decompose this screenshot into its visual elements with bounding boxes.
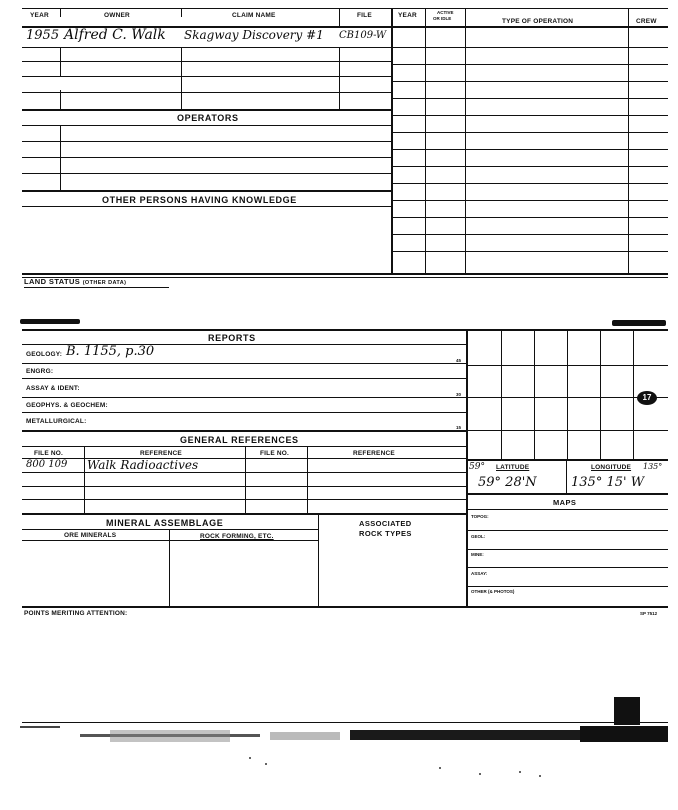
claim-owner-value: Alfred C. Walk xyxy=(64,27,166,43)
latitude-label: LATITUDE xyxy=(496,464,530,471)
scan-artifact-block xyxy=(614,697,640,725)
gen-ref-row-line xyxy=(22,486,467,487)
row-line xyxy=(22,206,391,207)
header-divider xyxy=(60,8,61,17)
header-file: FILE xyxy=(357,12,372,19)
gen-ref-divider xyxy=(307,446,308,513)
maps-assay: ASSAY: xyxy=(471,571,488,576)
gen-ref-row-line xyxy=(22,499,467,500)
scan-noise xyxy=(20,724,670,784)
row-line xyxy=(22,125,391,126)
gen-ref-col-file-no-2: FILE NO. xyxy=(260,450,290,457)
scale-45: 45 xyxy=(456,358,462,363)
mineral-subheader-line xyxy=(22,540,318,541)
scale-30: 30 xyxy=(456,392,462,397)
maps-other: OTHER (& PHOTOS) xyxy=(471,589,515,594)
maps-row-line xyxy=(466,567,668,568)
grid-line xyxy=(600,329,601,459)
grid-bottom-line xyxy=(466,459,668,461)
grid-line xyxy=(501,329,502,459)
other-persons-top-line xyxy=(22,190,391,192)
row-line xyxy=(22,76,391,77)
mineral-divider xyxy=(318,513,319,607)
gen-ref-divider xyxy=(245,446,246,513)
header-type-of-operation: TYPE OF OPERATION xyxy=(502,18,574,25)
maps-mine: MINE: xyxy=(471,552,484,557)
claim-year-value: 1955 xyxy=(26,28,60,43)
other-persons-label: OTHER PERSONS HAVING KNOWLEDGE xyxy=(102,195,297,205)
scan-artifact-line xyxy=(22,722,668,723)
activity-row-line xyxy=(391,115,668,116)
mineral-divider xyxy=(169,529,170,607)
activity-row-line xyxy=(391,234,668,235)
grid-marker-17: 17 xyxy=(637,391,657,405)
activity-row-line xyxy=(391,200,668,201)
scan-smear xyxy=(612,320,666,326)
activity-row-line xyxy=(391,149,668,150)
land-status-underline xyxy=(24,287,169,288)
row-line xyxy=(22,173,391,174)
row-line xyxy=(22,141,391,142)
header-or-idle: OR IDLE xyxy=(433,16,452,21)
grid-line xyxy=(633,329,634,459)
reports-bottom-line xyxy=(22,430,467,432)
grid-line xyxy=(534,329,535,459)
lon-suffix: 135° xyxy=(643,462,663,471)
scan-smear xyxy=(20,319,80,324)
header-year: YEAR xyxy=(30,12,49,19)
geophys-label: GEOPHYS. & GEOCHEM: xyxy=(26,402,108,409)
maps-topog: TOPOG: xyxy=(471,514,489,519)
header-divider xyxy=(181,8,182,17)
activity-row-line xyxy=(391,64,668,65)
operators-label: OPERATORS xyxy=(177,113,239,123)
mineral-assemblage-title: MINERAL ASSEMBLAGE xyxy=(106,518,224,528)
claim-file-value: CB109-W xyxy=(339,30,387,41)
activity-row-line xyxy=(391,47,668,48)
middle-bottom-line xyxy=(22,606,668,608)
operators-top-line xyxy=(22,109,391,111)
row-divider xyxy=(181,47,182,109)
activity-row-line xyxy=(391,166,668,167)
grid-line xyxy=(567,329,568,459)
metallurgical-label: METALLURGICAL: xyxy=(26,418,87,425)
geology-label: GEOLOGY: xyxy=(26,351,63,358)
row-line xyxy=(22,92,391,93)
header-top-line xyxy=(22,8,668,9)
gen-ref-row-line xyxy=(22,472,467,473)
row-divider xyxy=(60,90,61,109)
reports-row-line xyxy=(22,378,467,379)
associated-label: ASSOCIATED xyxy=(359,519,412,528)
activity-row-line xyxy=(391,183,668,184)
header-year-2: YEAR xyxy=(398,12,417,19)
gen-ref-col-reference: REFERENCE xyxy=(140,450,182,457)
claim-name-value: Skagway Discovery #1 xyxy=(184,28,324,42)
longitude-value: 135° 15' W xyxy=(571,475,645,490)
gen-ref-reference-value: Walk Radioactives xyxy=(87,458,199,472)
header-active: ACTIVE xyxy=(437,10,454,15)
assay-ident-label: ASSAY & IDENT: xyxy=(26,385,80,392)
activity-row-line xyxy=(391,81,668,82)
longitude-label: LONGITUDE xyxy=(591,464,632,471)
rock-forming-label: ROCK FORMING, ETC. xyxy=(200,533,274,540)
header-claim-name: CLAIM NAME xyxy=(232,12,276,19)
general-references-title: GENERAL REFERENCES xyxy=(180,435,299,445)
header-crew: CREW xyxy=(636,18,657,25)
activity-row-line xyxy=(391,98,668,99)
mineral-header-line xyxy=(22,529,318,530)
scale-15: 15 xyxy=(456,425,462,430)
gen-ref-file-no-value: 800 109 xyxy=(26,459,68,470)
row-line xyxy=(22,157,391,158)
grid-line xyxy=(466,365,668,366)
geology-value: B. 1155, p.30 xyxy=(66,344,155,359)
header-divider xyxy=(339,8,340,26)
row-divider xyxy=(60,125,61,190)
activity-row-line xyxy=(391,251,668,252)
reports-row-line xyxy=(22,412,467,413)
reports-row-line xyxy=(22,397,467,398)
maps-row-line xyxy=(466,530,668,531)
form-number: SP 7512 xyxy=(640,611,658,616)
gen-ref-divider xyxy=(84,446,85,513)
activity-row-line xyxy=(391,217,668,218)
engrg-label: ENGRG: xyxy=(26,368,54,375)
rock-types-label: ROCK TYPES xyxy=(359,529,412,538)
middle-top-line xyxy=(22,329,668,331)
maps-geol: GEOL: xyxy=(471,534,486,539)
activity-row-line xyxy=(391,132,668,133)
latlon-bottom-line xyxy=(466,493,668,495)
maps-row-line xyxy=(466,509,668,510)
points-meriting-attention-label: POINTS MERITING ATTENTION: xyxy=(24,610,128,617)
grid-line xyxy=(466,430,668,431)
header-owner: OWNER xyxy=(104,12,130,19)
row-line xyxy=(22,61,391,62)
gen-ref-bottom-line xyxy=(22,513,467,515)
middle-vertical-divider xyxy=(466,329,468,607)
reports-row-line xyxy=(22,363,467,364)
row-divider xyxy=(339,47,340,109)
gen-ref-col-reference-2: REFERENCE xyxy=(353,450,395,457)
row-line xyxy=(22,47,391,48)
latlon-divider xyxy=(566,459,567,493)
reports-title: REPORTS xyxy=(208,333,256,343)
top-section-bottom-line xyxy=(22,273,668,275)
maps-title: MAPS xyxy=(553,498,577,507)
lat-prefix: 59° xyxy=(469,462,485,472)
latitude-value: 59° 28'N xyxy=(478,475,537,490)
maps-row-line xyxy=(466,586,668,587)
row-divider xyxy=(60,47,61,77)
gen-ref-col-file-no: FILE NO. xyxy=(34,450,64,457)
land-status-label: LAND STATUS (OTHER DATA) xyxy=(24,277,127,286)
ore-minerals-label: ORE MINERALS xyxy=(64,532,117,539)
maps-row-line xyxy=(466,549,668,550)
